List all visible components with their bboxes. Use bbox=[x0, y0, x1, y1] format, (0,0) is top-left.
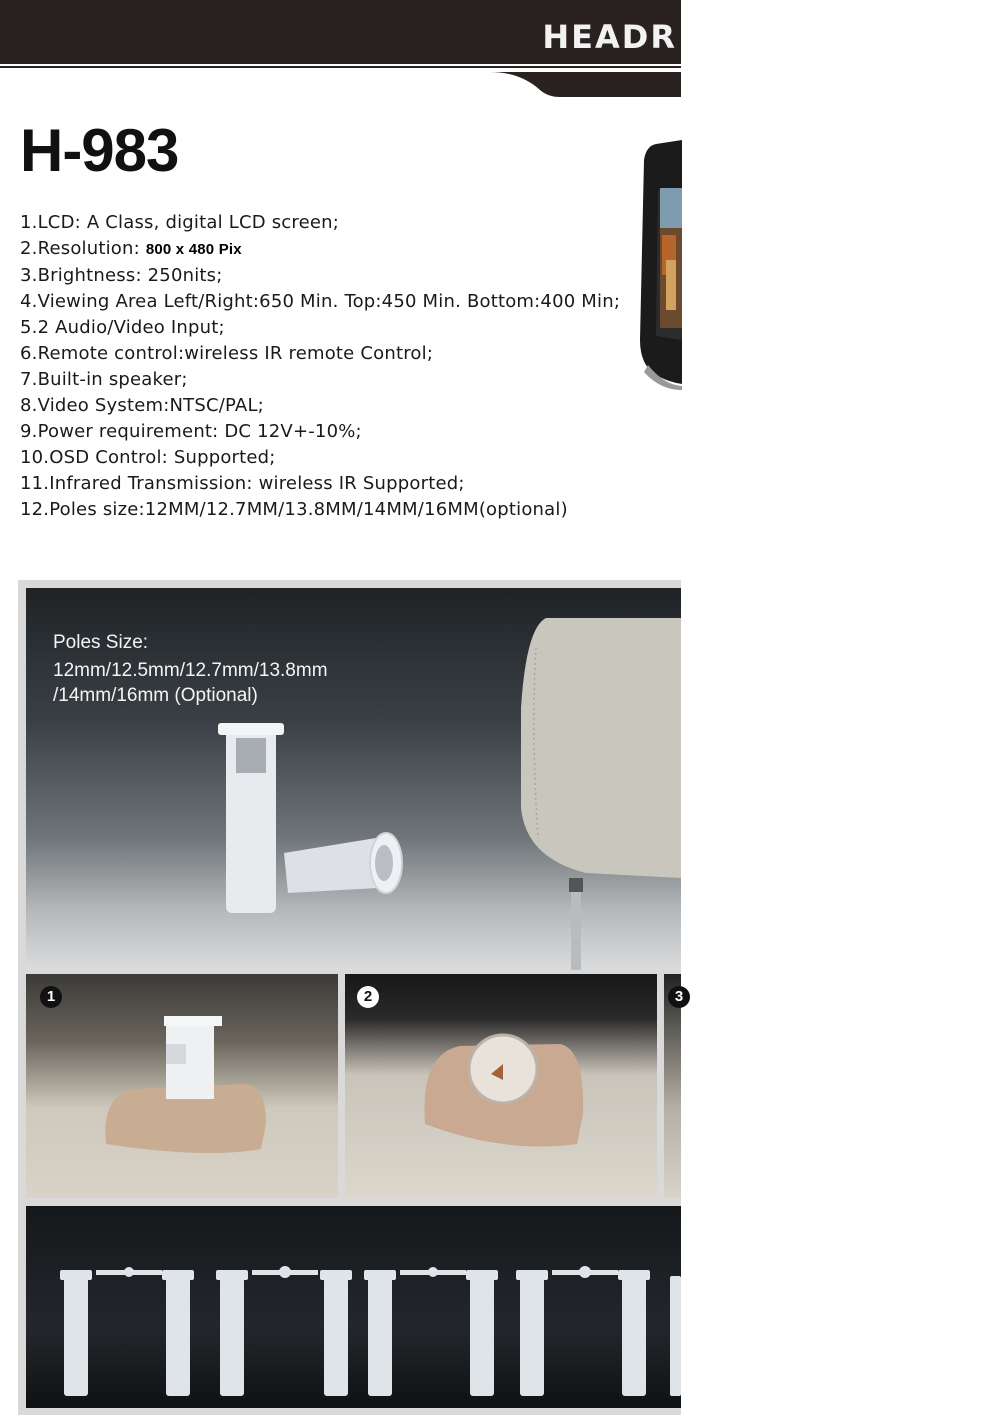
spec-item: 10.OSD Control: Supported; bbox=[20, 447, 276, 468]
poles-assortment-photo bbox=[26, 1206, 681, 1408]
step-1-illustration bbox=[26, 974, 338, 1198]
poles-assortment-illustration bbox=[26, 1206, 681, 1408]
spec-list bbox=[20, 210, 620, 523]
spec-item: 4.Viewing Area Left/Right:650 Min. Top:450 Min. Bottom:400 Min; bbox=[20, 291, 621, 312]
step-badge: 2 bbox=[357, 986, 379, 1008]
header-band bbox=[0, 0, 681, 98]
header-title: HEADR bbox=[542, 18, 677, 56]
spec-item: 2.Resolution: 800 x 480 Pix bbox=[20, 238, 242, 259]
spec-item: 3.Brightness: 250nits; bbox=[20, 265, 223, 286]
step-2-illustration bbox=[345, 974, 657, 1198]
product-photo-panel bbox=[18, 580, 684, 1415]
resolution-value: 800 x 480 Pix bbox=[145, 241, 242, 258]
install-step-1-photo bbox=[26, 974, 338, 1198]
step-badge: 1 bbox=[40, 986, 62, 1008]
poles-illustration bbox=[26, 588, 681, 970]
spec-item: 11.Infrared Transmission: wireless IR Supported; bbox=[20, 473, 465, 494]
spec-item: 6.Remote control:wireless IR remote Control; bbox=[20, 343, 434, 364]
poles-hero-photo bbox=[26, 588, 681, 970]
spec-item: 5.2 Audio/Video Input; bbox=[20, 317, 225, 338]
step-badge: 3 bbox=[668, 986, 690, 1008]
install-step-2-photo bbox=[345, 974, 657, 1198]
spec-item: 8.Video System:NTSC/PAL; bbox=[20, 395, 264, 416]
poles-size-label: Poles Size: bbox=[53, 632, 149, 653]
spec-item: 12.Poles size:12MM/12.7MM/13.8MM/14MM/16MM(optional) bbox=[20, 499, 568, 520]
spec-item: 7.Built-in speaker; bbox=[20, 369, 188, 390]
spec-item: 9.Power requirement: DC 12V+-10%; bbox=[20, 421, 362, 442]
spec-item: 1.LCD: A Class, digital LCD screen; bbox=[20, 212, 339, 233]
poles-size-values: 12mm/12.5mm/12.7mm/13.8mm /14mm/16mm (Optional) bbox=[53, 660, 328, 706]
model-title: H-983 bbox=[20, 117, 179, 184]
headrest-monitor-image bbox=[636, 140, 682, 390]
install-step-3-photo bbox=[664, 974, 684, 1198]
